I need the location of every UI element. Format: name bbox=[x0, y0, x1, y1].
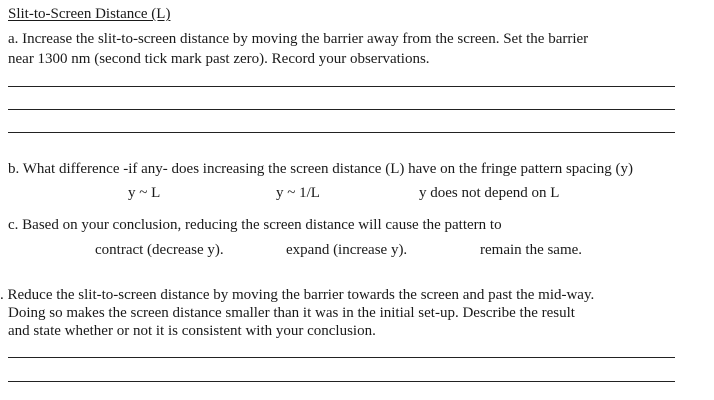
part-c-option-remain[interactable]: remain the same. bbox=[480, 242, 583, 258]
part-a-text-line-1: a. Increase the slit-to-screen distance by moving the barrier away from the screen. Set the barrier bbox=[8, 31, 589, 47]
part-b-option-independent[interactable]: y does not depend on L bbox=[419, 185, 560, 201]
part-a-text-line-2: near 1300 nm (second tick mark past zero). Record your observations. bbox=[8, 51, 430, 67]
part-c-option-expand[interactable]: expand (increase y). bbox=[286, 242, 408, 258]
answer-line-d-2[interactable] bbox=[8, 381, 675, 382]
part-c-question: c. Based on your conclusion, reducing the screen distance will cause the pattern to bbox=[8, 217, 502, 233]
answer-line-a-1[interactable] bbox=[8, 86, 675, 87]
part-b-option-y-prop-L[interactable]: y ~ L bbox=[128, 185, 161, 201]
section-heading: Slit-to-Screen Distance (L) bbox=[8, 6, 171, 22]
answer-line-d-1[interactable] bbox=[8, 357, 675, 358]
part-b-question: b. What difference -if any- does increasing the screen distance (L) have on the fringe pattern spacing (y) bbox=[8, 161, 634, 177]
part-c-option-contract[interactable]: contract (decrease y). bbox=[95, 242, 224, 258]
part-d-text-line-1: . Reduce the slit-to-screen distance by moving the barrier towards the screen and past the mid-way. bbox=[0, 287, 595, 303]
answer-line-a-2[interactable] bbox=[8, 109, 675, 110]
answer-line-a-3[interactable] bbox=[8, 132, 675, 133]
part-d-text-line-2: Doing so makes the screen distance smaller than it was in the initial set-up. Describe the result bbox=[8, 305, 575, 321]
part-b-option-y-prop-inverse-L[interactable]: y ~ 1/L bbox=[276, 185, 320, 201]
part-d-text-line-3: and state whether or not it is consistent with your conclusion. bbox=[8, 323, 376, 339]
